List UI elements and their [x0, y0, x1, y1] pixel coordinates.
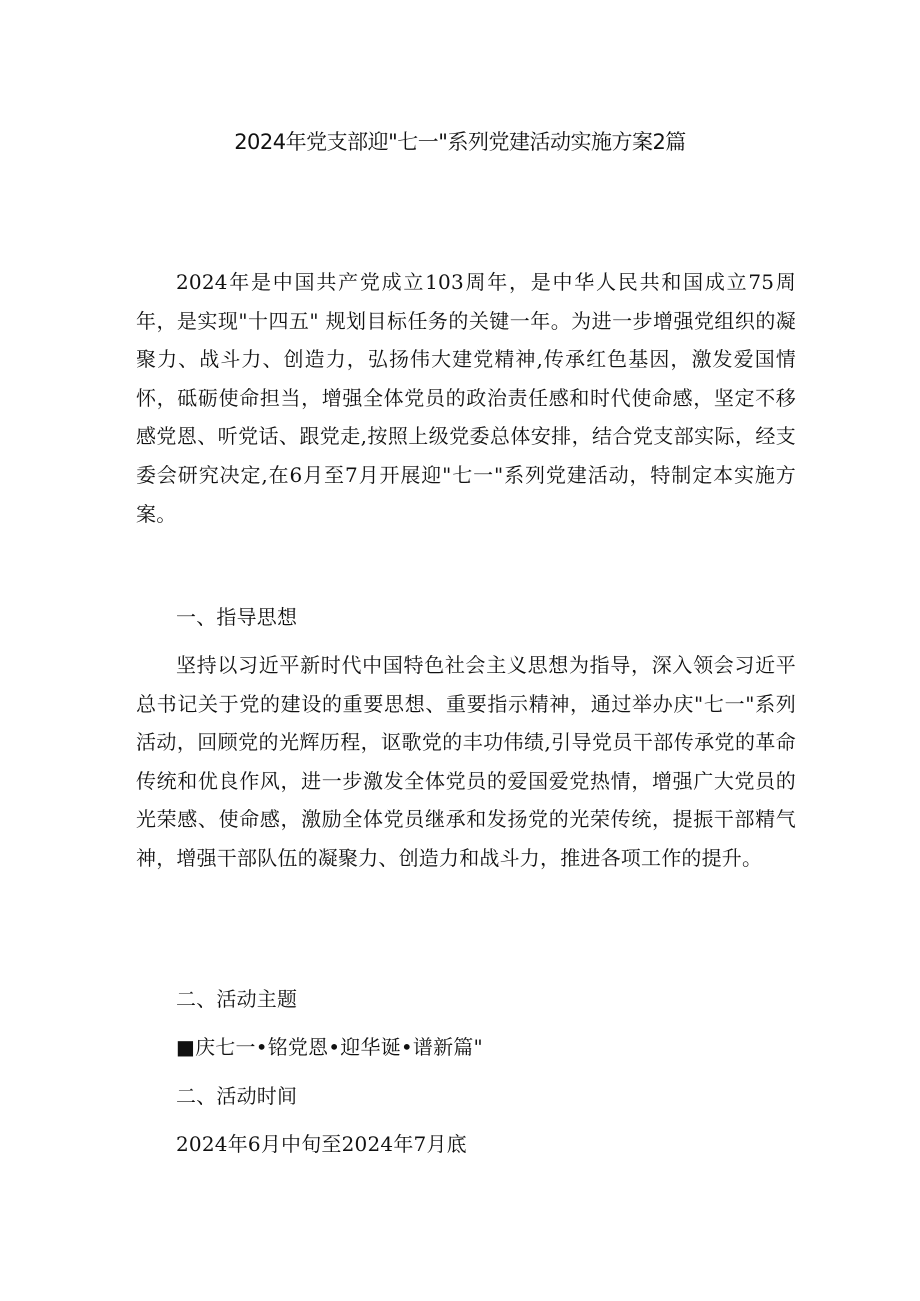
time-content-block [136, 1125, 796, 1164]
theme-content: ■庆七一•铭党恩•迎华诞•谱新篇" [176, 1035, 483, 1059]
guiding-paragraph: 坚持以习近平新时代中国特色社会主义思想为指导，深入领会习近平总书记关于党的建设的重要思想、重要指示精神，通过举办庆"七一"系列活动，回顾党的光辉历程，讴歌党的丰功伟绩,引导党员干部传承党的革命传统和优良作风，进一步激发全体党员的爱国爱党热情，增强广大党员的光荣感、使命感，激励全体党员继承和发扬党的光荣传统，提振干部精气神，增强干部队伍的凝聚力、创造力和战斗力，推进各项工作的提升。 [136, 653, 796, 870]
guiding-heading-block [136, 598, 796, 637]
time-content: 2024年6月中旬至2024年7月底 [176, 1132, 467, 1156]
time-heading-block [136, 1077, 796, 1116]
section-heading-theme: 二、活动主题 [176, 987, 298, 1011]
theme-content-block [136, 1028, 796, 1067]
section-heading-time: 二、活动时间 [176, 1084, 298, 1108]
document-title: 2024年党支部迎"七一"系列党建活动实施方案2篇 [234, 130, 686, 154]
intro-paragraph-block [136, 263, 796, 533]
theme-heading-block [136, 980, 796, 1019]
intro-paragraph: 2024年是中国共产党成立103周年，是中华人民共和国成立75周年，是实现"十四五" 规划目标任务的关键一年。为进一步增强党组织的凝聚力、战斗力、创造力，弘扬伟大建党精神,传承红色基因，激发爱国情怀，砥砺使命担当，增强全体党员的政治责任感和时代使命感，坚定不移感党恩、听党话、跟党走,按照上级党委总体安排，结合党支部实际，经支委会研究决定,在6月至7月开展迎"七一"系列党建活动，特制定本实施方案。 [136, 270, 796, 526]
section-heading-guiding: 一、指导思想 [176, 605, 298, 629]
guiding-paragraph-block [136, 646, 796, 878]
